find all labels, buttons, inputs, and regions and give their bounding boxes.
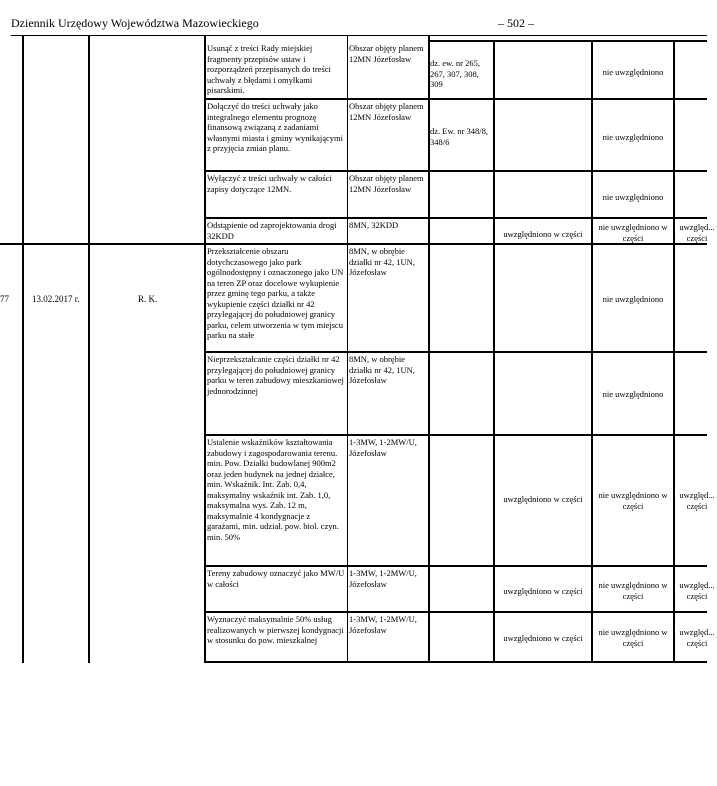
row-area: 1-3MW, 1-2MW/U, Józefosław <box>349 568 417 589</box>
row-result-e: uwzględniono w części <box>503 229 583 239</box>
row-area: Obszar objęty planem 12MN Józefosław <box>349 101 424 122</box>
row-result-f: nie uwzględniono w części <box>598 580 668 601</box>
row-description: Odstąpienie od zaprojektowania drogi 32KDD <box>207 220 337 241</box>
page-number: – 502 – <box>498 16 534 30</box>
entry-date: 13.02.2017 r. <box>32 294 80 304</box>
row-description: Tereny zabudowy oznaczyć jako MW/U w całości <box>207 568 345 589</box>
row-result-f: nie uwzględniono w części <box>598 490 668 511</box>
row-result-f: nie uwzględniono w części <box>598 627 668 648</box>
row-result-g: uwzględ... części <box>679 222 715 243</box>
header-divider <box>11 35 707 36</box>
entry-author: R. K. <box>138 294 158 304</box>
row-result-f: nie uwzględniono <box>602 132 664 142</box>
row-description: Usunąć z treści Rady miejskiej fragmenty przepisów ustaw i rozporządzeń przepisanych do treści uchwały z błędami i omyłkami pisarskimi. <box>207 43 331 95</box>
row-description: Nieprzekształcanie części działki nr 42 przylegającej do południowej granicy parku w teren zabudowy mieszkaniowej jednorodzinnej <box>207 354 344 396</box>
row-plots: dz. ew. nr 265, 267, 307, 308, 309 <box>430 58 480 89</box>
row-result-g: uwzględ... części <box>679 580 715 601</box>
row-plots: dz. Ew. nr 348/8, 348/6 <box>430 126 488 147</box>
row-description: Wyłączyć z treści uchwały w całości zapisy dotyczące 12MN. <box>207 173 332 194</box>
row-area: Obszar objęty planem 12MN Józefosław <box>349 173 424 194</box>
row-area: Obszar objęty planem 12MN Józefosław <box>349 43 424 64</box>
row-area: 1-3MW, 1-2MW/U, Józefosław <box>349 437 417 458</box>
row-result-g: uwzględ... części <box>679 627 715 648</box>
row-description: Dołączyć do treści uchwały jako integralnego elementu prognozę finansową związaną z zadaniami własnymi miasta i gminy wynikającymi z przyjęcia zmian planu. <box>207 101 343 153</box>
row-area: 1-3MW, 1-2MW/U, Józefosław <box>349 614 417 635</box>
row-result-e: uwzględniono w części <box>503 633 583 643</box>
row-result-f: nie uwzględniono <box>602 192 664 202</box>
row-result-f: nie uwzględniono <box>602 67 664 77</box>
row-area: 8MN, 32KDD <box>349 220 399 230</box>
row-result-g: uwzględ... części <box>679 490 715 511</box>
row-area: 8MN, w obrębie działki nr 42, 1UN, Józefosław <box>349 354 415 385</box>
row-result-f: nie uwzględniono <box>602 294 664 304</box>
row-description: Wyznaczyć maksymalnie 50% usług realizowanych w pierwszej kondygnacji w stosunku do pow. mieszkalnej <box>207 614 344 645</box>
row-description: Ustalenie wskaźników kształtowania zabudowy i zagospodarowania terenu. min. Pow. Działki budowlanej 900m2 oraz jeden budynek na jednej działce, min. Wskaźnik. Int. Zab. 0,4, maksymalny wskaźnik int. Zab. 1,0, maksymalna wys. Zab. 12 m, maksymalnie 4 kondygnacje z garażami, min. udział. pow. biol. czyn. min. 50% <box>207 437 339 542</box>
row-area: 8MN, w obrębie działki nr 42, 1UN, Józefosław <box>349 246 415 277</box>
row-result-e: uwzględniono w części <box>503 494 583 504</box>
row-result-f: nie uwzględniono w części <box>598 222 668 243</box>
row-result-e: uwzględniono w części <box>503 586 583 596</box>
entry-number: 77 <box>0 294 9 304</box>
row-description: Przekształcenie obszaru dotychczasowego jako park ogólnodostępny i oznaczonego jako UN na teren ZP oraz docelowe wykupienie przez gminę tego parku, a także wykupienie części działki nr 42 przylegającej do południowej granicy parku, celem utworzenia w tym miejscu parku na stałe <box>207 246 344 340</box>
journal-title: Dziennik Urzędowy Województwa Mazowieckiego <box>11 16 259 30</box>
row-result-f: nie uwzględniono <box>602 389 664 399</box>
